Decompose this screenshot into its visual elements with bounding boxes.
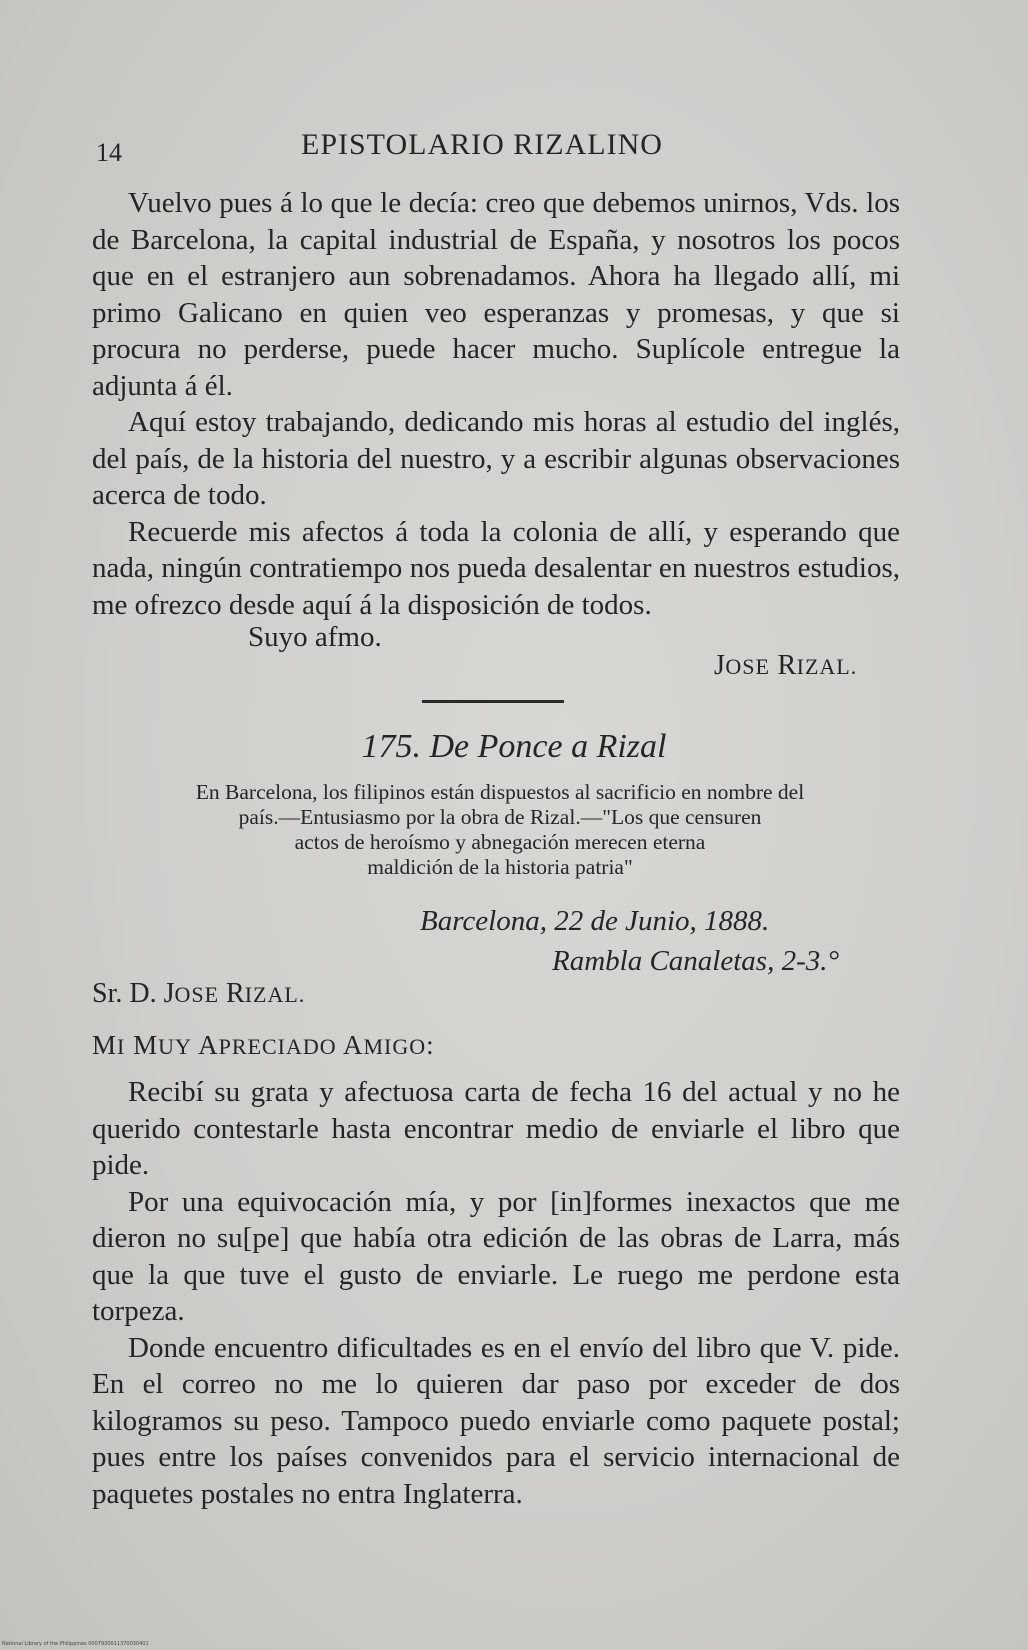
page-header	[96, 128, 896, 168]
letter-title: 175. De Ponce a Rizal	[361, 728, 667, 765]
salutation-part: I	[117, 1034, 126, 1059]
salutation-part: A	[342, 1030, 364, 1060]
section-divider	[422, 700, 564, 703]
scan-credit: National Library of the Philippines 0007930011370030401	[2, 1641, 149, 1647]
summary-line: maldición de la historia patria"	[367, 855, 633, 879]
letter-closing: Suyo afmo.	[248, 621, 382, 653]
addressee-last-rest: IZAL.	[244, 982, 306, 1007]
addressee-prefix: Sr. D. J	[92, 978, 175, 1009]
body-paragraph: Donde encuentro dificultades es en el envío del libro que V. pide. En el correo no me lo quieren dar paso por exceder de dos kilogramos su peso. Tampoco puedo enviarle como paquete postal; pues entre los países convenidos para el servicio internacional de paquetes postales no entra Inglaterra.	[92, 1331, 900, 1510]
summary-line: país.—Entusiasmo por la obra de Rizal.—"Los que censuren	[238, 805, 762, 829]
letter-summary	[96, 780, 904, 880]
signature-last-rest: IZAL.	[796, 654, 858, 679]
summary-line: En Barcelona, los filipinos están dispuestos al sacrificio en nombre del	[195, 780, 805, 804]
salutation	[92, 1030, 435, 1061]
addressee	[92, 978, 305, 1010]
dateline: Barcelona, 22 de Junio, 1888.	[420, 905, 770, 937]
addressee-first-rest: OSE	[174, 982, 220, 1007]
signature-last-initial: R	[777, 650, 797, 681]
letter-175-body	[92, 1074, 900, 1512]
signature-first-rest: OSE	[725, 654, 770, 679]
body-paragraph: Recibí su grata y afectuosa carta de fecha 16 del actual y no he querido contestarle hasta encontrar medio de enviarle el libro que pide.	[92, 1076, 900, 1181]
salutation-part: PRECIADO	[218, 1034, 337, 1059]
salutation-part: M	[92, 1030, 118, 1060]
summary-line: actos de heroísmo y abnegación merecen eterna	[294, 830, 706, 854]
addressee-last-initial: R	[226, 978, 245, 1009]
sender-address: Rambla Canaletas, 2-3.°	[552, 945, 840, 977]
signature-initial: J	[714, 650, 726, 681]
salutation-part: UY	[158, 1034, 192, 1059]
salutation-part: A	[198, 1030, 219, 1060]
salutation-part: M	[133, 1030, 159, 1060]
salutation-part: :	[426, 1030, 435, 1060]
body-paragraph: Por una equivocación mía, y por [in]formes inexactos que me dieron no su[pe] que había otra edición de las obras de Larra, más que la que tuve el gusto de enviarle. Le ruego me perdone esta torpeza.	[92, 1185, 900, 1327]
body-paragraph: Aquí estoy trabajando, dedicando mis horas al estudio del inglés, del país, de la historia del nuestro, y a escribir algunas observaciones acerca de todo.	[92, 406, 900, 511]
body-paragraph: Vuelvo pues á lo que le decía: creo que debemos unirnos, Vds. los de Barcelona, la capital industrial de España, y nosotros los pocos que en el estranjero aun sobrenadamos. Ahora ha llegado allí, mi primo Galicano en quien veo esperanzas y promesas, y que si procura no perderse, puede hacer mucho. Suplícole entregue la adjunta á él.	[92, 187, 900, 402]
body-paragraph: Recuerde mis afectos á toda la colonia de allí, y esperando que nada, ningún contratiempo nos pueda desalentar en nuestros estudios, me ofrezco desde aquí á la disposición de todos.	[92, 515, 900, 621]
letter-174-body	[92, 185, 900, 623]
page-number: 14	[96, 138, 122, 167]
signature	[714, 650, 857, 682]
salutation-part: MIGO	[363, 1034, 427, 1059]
running-head: EPISTOLARIO RIZALINO	[301, 128, 663, 161]
